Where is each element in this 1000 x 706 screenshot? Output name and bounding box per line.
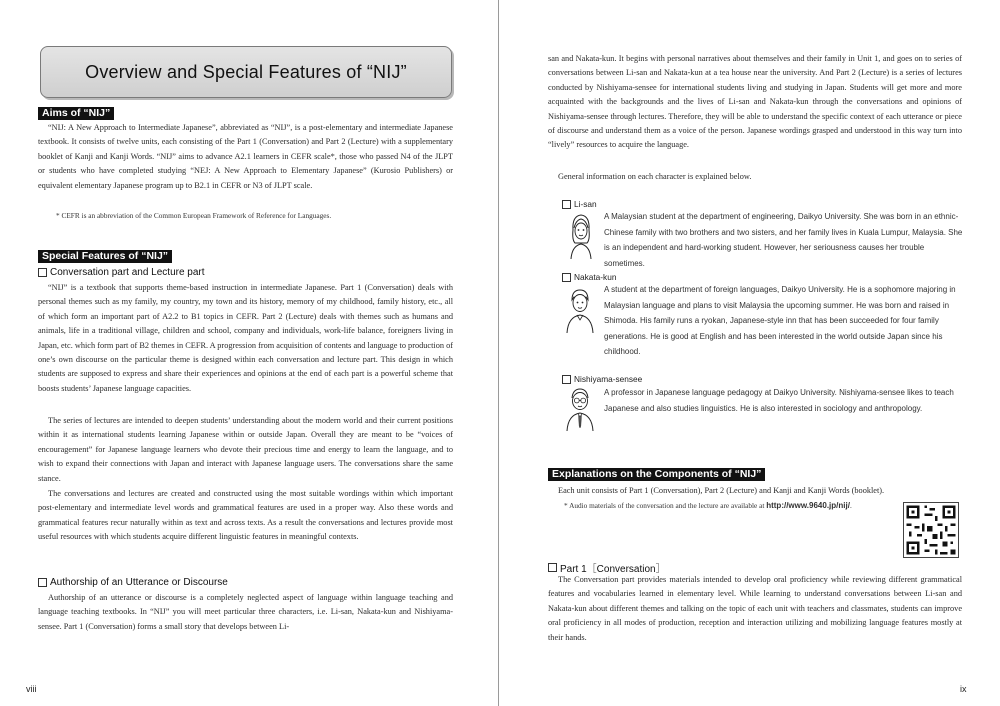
audio-url-link[interactable]: http://www.9640.jp/nij/	[766, 501, 850, 510]
character-nishiyama-description: A professor in Japanese language pedagogy at Daikyo University. Nishiyama-sensee likes to teach Japanese and also studies linguistics. He is also interested in sociology and anthropology.	[604, 388, 954, 413]
special-paragraph-1: “NIJ” is a textbook that supports theme-based instruction in intermediate Japanese. Part 1 (Conversation) deals with personal themes such as my family, my country, my town and its history, memory of my childhood, family history, etc., all of which form an important part of A2.2 to B1 topics in CEFR. Part 2 (Lecture) deals with themes such as humans and animals, life in a traditional village, children and school, company and individuals, work-life balance, foreigners living in Japan, etc. which form part of B2 themes in CEFR. A progression from acquisition of contents and language to production of one’s own discourse on the particular theme is designed within each conversation and lecture part. This design in which students are supposed to express and share their experiences and opinions at the end of each part is a powerful scheme that boosts students’ Japanese language capacities.	[38, 283, 453, 393]
intro-paragraph: san and Nakata-kun. It begins with personal narratives about themselves and their family in Unit 1, and goes on to series of conversations between Li-san and Nakata-kun at a tea house near the university. And Part 2 (Lecture) is a series of lectures conducted by Nishiyama-sensee for international students living and studying in Japan. Students will get more and more acquainted with the backgrounds and the lives of Li-san and Nakata-kun through the conversations and opinions of Nishiyama-sensee through lectures. Therefore, they will be able to understand the specific context of each utterance or piece of discourse and understand them as a voice of the person. Japanese wordings grasped and understood in this way turn into “lively” resources to acquire the language.	[548, 54, 962, 150]
checkbox-square-icon	[562, 375, 571, 384]
checkbox-square-icon	[562, 200, 571, 209]
character-nakata-name: Nakata-kun	[574, 272, 617, 282]
page-number-right: ix	[960, 684, 967, 694]
nakata-kun-portrait-icon	[564, 286, 596, 334]
aims-paragraph: “NIJ: A New Approach to Intermediate Japanese”, abbreviated as “NIJ”, is a post-elementary and intermediate Japanese textbook. It consists of twelve units, each consisting of the Part 1 (Conversation) and Part 2 (Lecture) with a supplementary booklet of Kanji and Kanji Words. “NIJ” aims to advance A2.1 learners in CEFR scale*, those who passed N4 of the JLPT or students who have completed studying “NEJ: A New Approach to Elementary Japanese” (Kurosio Publishers) or equivalent elementary Japanese program up to B2.1 in CEFR or N3 of JLPT scale.	[38, 123, 453, 190]
checkbox-square-icon	[38, 268, 47, 277]
special-paragraph-2: The series of lectures are intended to deepen students’ understanding about the modern world and their current positions within it as international students learning Japanese within or outside Japan. Overall they are meant to be “voices of encouragement” for Japanese language learners who devote their precious time and energy to learn the language, and to wish to expand their connections with Japan and interact with Japanese language users. The conversations share the same stance.	[38, 416, 453, 483]
right-page	[500, 0, 1000, 706]
conversation-lecture-heading-text: Conversation part and Lecture part	[50, 267, 205, 278]
audio-note	[564, 501, 852, 511]
checkbox-square-icon	[38, 578, 47, 587]
authorship-heading-text: Authorship of an Utterance or Discourse	[50, 577, 228, 588]
special-paragraph-3: The conversations and lectures are created and constructed using the most suitable wordings within which important post-elementary and intermediate level words and grammatical features are used in a proper way. Also these words and grammatical features recur naturally within as text and across texts. As a result the conversations and lectures provide most useful resources with which students acquire different linguistic features in meaningful contexts.	[38, 489, 453, 542]
special-features-heading: Special Features of “NIJ”	[38, 250, 172, 263]
audio-note-suffix: .	[849, 501, 852, 510]
components-heading: Explanations on the Components of “NIJ”	[548, 468, 765, 481]
cefr-footnote: * CEFR is an abbreviation of the Common European Framework of Reference for Languages.	[56, 211, 332, 220]
character-nakata-description: A student at the department of foreign languages, Daikyo University. He is a sophomore majoring in Malaysian language and plans to visit Malaysia the upcoming summer. He was born and raised in Shimoda. His family runs a ryokan, Japanese-style inn that has been succeeded for four family generations. He is good at English and has been interested in the world outside Japan since his childhood.	[604, 285, 956, 356]
components-paragraph: Each unit consists of Part 1 (Conversation), Part 2 (Lecture) and Kanji and Kanji Words (booklet).	[558, 486, 885, 495]
aims-heading: Aims of “NIJ”	[38, 107, 114, 120]
page-number-left: viii	[26, 684, 37, 694]
authorship-paragraph: Authorship of an utterance or discourse is a completely neglected aspect of language within language teaching and language teaching textbooks. In “NIJ” you will meet particular three characters, i.e. Li-san, Nakata-kun and Nishiyama-sensee. Part 1 (Conversation) forms a small story that develops between Li-	[38, 593, 453, 631]
character-li-heading	[562, 199, 597, 209]
page-title: Overview and Special Features of “NIJ”	[85, 61, 407, 82]
li-san-portrait-icon	[566, 210, 596, 260]
nishiyama-sensee-portrait-icon	[564, 386, 596, 432]
qr-code-icon[interactable]	[903, 502, 959, 558]
conversation-lecture-heading	[38, 267, 205, 278]
authorship-heading	[38, 577, 228, 588]
part1-paragraph: The Conversation part provides materials intended to develop oral proficiency while reviewing different grammatical features and vocabularies learned in elementary level. While learning to understand conversations between Li-san and Nakata-kun about different themes and talking on the topic of each unit with teachers and classmates, students can improve oral proficiency in all modes of production, reception and interaction utilizing and mobilizing language features mostly at their hands.	[548, 575, 962, 642]
checkbox-square-icon	[548, 563, 557, 572]
character-li-name: Li-san	[574, 199, 597, 209]
general-info-text: General information on each character is explained below.	[558, 172, 752, 181]
character-nakata-heading	[562, 272, 616, 282]
character-nishiyama-heading	[562, 374, 642, 384]
part1-heading-text: Part 1［Conversation］	[560, 564, 666, 575]
character-li-description: A Malaysian student at the department of engineering, Daikyo University. She was born in an ethnic-Chinese family with two brothers and two sisters, and her family lives in Kuala Lumpur, Malaysia. She is an independent and hard-working student. However, her seriousness causes her trouble sometimes.	[604, 212, 963, 268]
title-banner	[40, 46, 452, 98]
left-page	[0, 0, 499, 706]
checkbox-square-icon	[562, 273, 571, 282]
audio-note-prefix: * Audio materials of the conversation and the lecture are available at	[564, 501, 767, 510]
character-nishiyama-name: Nishiyama-sensee	[574, 374, 643, 384]
